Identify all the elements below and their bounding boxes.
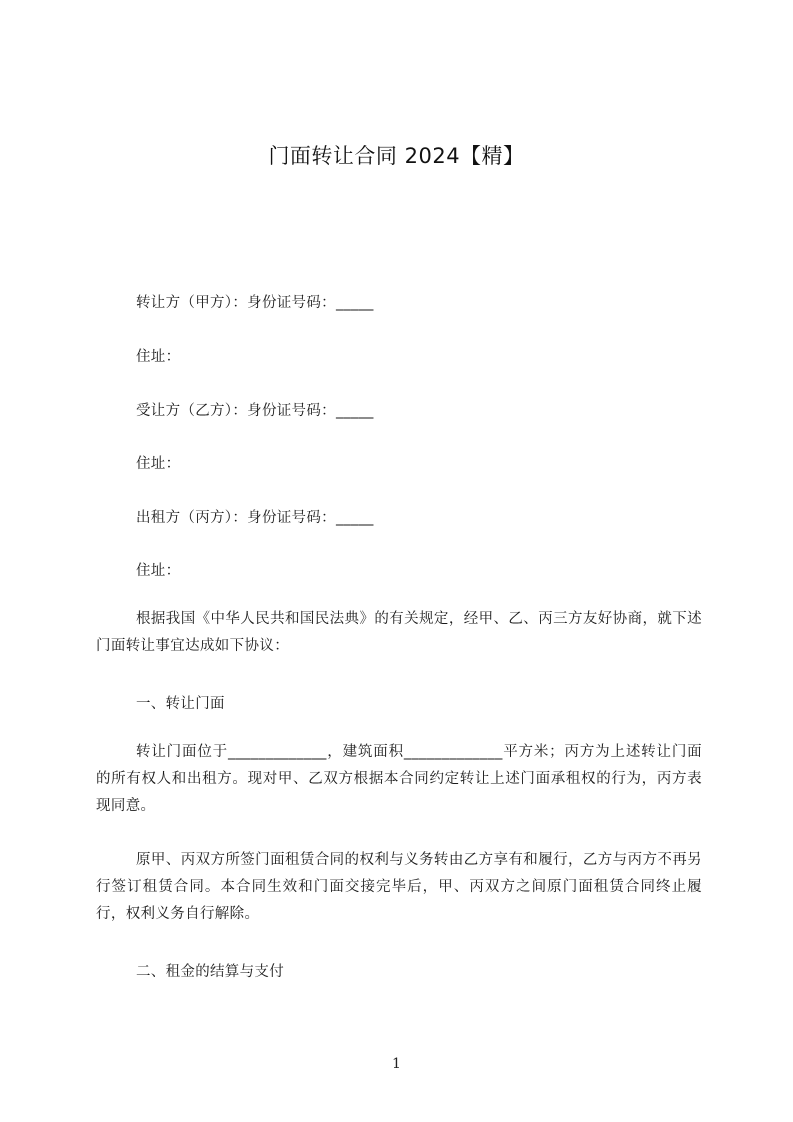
- transferor-address-line: 住址：: [136, 349, 181, 365]
- section-1-paragraph-1-text: 转让门面位于_____________，建筑面积_____________平方米；丙方为上述转让门面的所有权人和出租方。现对甲、乙双方根据本合同约定转让上述门面承租权的行为，丙方表现同意。: [96, 744, 702, 814]
- section-1-paragraph-2-text: 原甲、丙双方所签门面租赁合同的权利与义务转由乙方享有和履行，乙方与丙方不再另行签订租赁合同。本合同生效和门面交接完毕后，甲、丙双方之间原门面租赁合同终止履行，权利义务自行解除。: [96, 852, 702, 922]
- document-title: 门面转让合同 2024【精】: [268, 144, 525, 168]
- page-number: 1: [392, 1056, 401, 1072]
- transferor-id-line: 转让方（甲方）：身份证号码：_____: [136, 295, 374, 311]
- preamble-text: 根据我国《中华人民共和国民法典》的有关规定，经甲、乙、丙三方友好协商，就下述门面转让事宜达成如下协议：: [96, 611, 702, 654]
- section-1-paragraph-2: [96, 847, 702, 928]
- lessor-address-line: 住址：: [136, 563, 181, 579]
- preamble-paragraph: [96, 606, 702, 660]
- section-1-paragraph-1: [96, 739, 702, 820]
- lessor-id-line: 出租方（丙方）：身份证号码：_____: [136, 510, 374, 526]
- section-2-heading: 二、租金的结算与支付: [136, 964, 284, 980]
- transferee-address-line: 住址：: [136, 456, 181, 472]
- transferee-id-line: 受让方（乙方）：身份证号码：_____: [136, 403, 374, 419]
- section-1-heading: 一、转让门面: [136, 696, 225, 712]
